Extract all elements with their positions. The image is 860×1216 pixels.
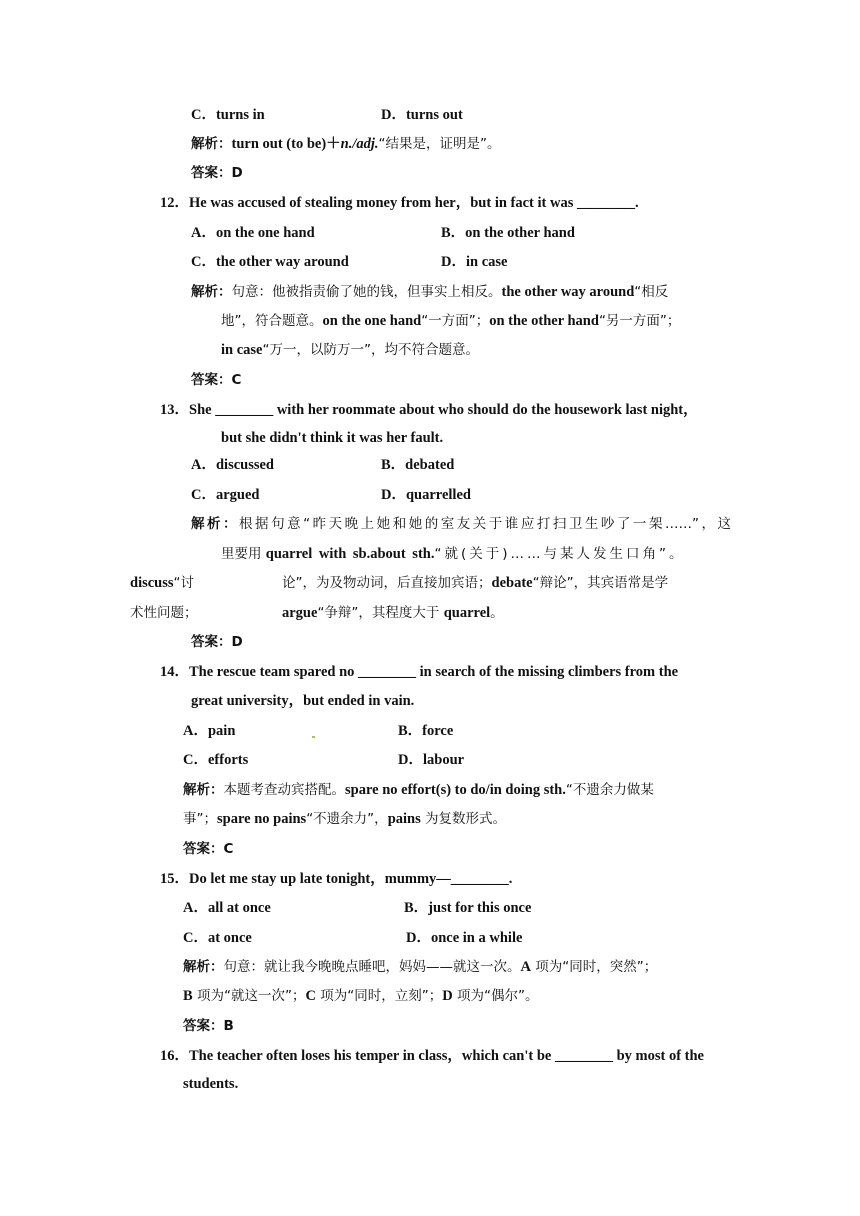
question-text: 12．He was accused of stealing money from her，but in fact it was ________. — [160, 195, 639, 211]
analysis-line — [191, 283, 668, 301]
analysis-text: “讨 — [173, 575, 195, 591]
analysis-text: 里要用 — [221, 546, 266, 562]
analysis-text: “一方面”； — [421, 313, 490, 329]
analysis-text: 本题考查动宾搭配。 — [223, 782, 345, 798]
analysis-label: 解析： — [191, 136, 232, 152]
analysis-text: 事”； — [183, 811, 217, 827]
analysis-line — [130, 604, 198, 622]
analysis-text: spare no pains — [217, 811, 307, 827]
analysis-line — [191, 515, 731, 533]
analysis-text: turn out (to be)＋ — [231, 136, 341, 152]
analysis-text: “万一，以防万一”，均不符合题意。 — [262, 342, 479, 358]
answer: 答案：D — [191, 165, 243, 181]
question-text: 15．Do let me stay up late tonight，mummy—________. — [160, 871, 513, 887]
option-d: D．labour — [398, 752, 465, 768]
question-text: 16．The teacher often loses his temper in class，which can't be ________ by most of the — [160, 1048, 704, 1064]
analysis-text: D — [442, 988, 453, 1004]
analysis-line — [221, 545, 686, 563]
option-c: C．turns in — [191, 107, 265, 123]
analysis-text: quarrel — [443, 605, 491, 621]
analysis-text: C — [305, 988, 316, 1004]
analysis-text: quarrel with sb.about sth. — [265, 546, 435, 562]
question-text: 14．The rescue team spared no ________ in search of the missing climbers from the — [160, 664, 679, 680]
analysis-text: pains — [387, 811, 421, 827]
analysis-text: argue — [282, 605, 318, 621]
analysis-text: in case — [221, 342, 263, 358]
option-c: C．the other way around — [191, 254, 349, 270]
analysis-text: on the one hand — [322, 313, 422, 329]
answer: 答案：D — [191, 634, 243, 650]
analysis-label: 解析： — [191, 516, 240, 532]
answer: 答案：C — [191, 372, 242, 388]
analysis-line — [282, 574, 668, 592]
question-text: great university，but ended in vain. — [191, 693, 415, 709]
analysis-text: 项为“同时，突然”； — [530, 959, 658, 975]
option-c: C．at once — [183, 930, 252, 946]
option-b: B．debated — [381, 457, 455, 473]
analysis-text: debate — [491, 575, 533, 591]
stray-mark — [312, 736, 315, 738]
question-text: students. — [183, 1076, 239, 1092]
analysis-text: 术性问题； — [130, 605, 198, 621]
option-b: B．force — [398, 723, 454, 739]
analysis-text: spare no effort(s) to do/in doing sth. — [345, 782, 566, 798]
analysis-text: B — [183, 988, 193, 1004]
question-text: but she didn't think it was her fault. — [221, 430, 444, 446]
question-text: 13．She ________ with her roommate about who should do the housework last night， — [160, 402, 698, 418]
analysis-line — [183, 781, 654, 799]
analysis-line — [191, 135, 501, 153]
option-a: A．discussed — [191, 457, 274, 473]
analysis-text: 地”，符合题意。 — [221, 313, 323, 329]
analysis-text: 项为“就这一次”； — [192, 988, 306, 1004]
analysis-text: on the other hand — [489, 313, 599, 329]
option-d: D．turns out — [381, 107, 463, 123]
option-a: A．pain — [183, 723, 236, 739]
option-a: A．all at once — [183, 900, 271, 916]
analysis-text: “相反 — [634, 284, 669, 300]
answer: 答案：B — [183, 1018, 234, 1034]
analysis-label: 解析： — [183, 782, 224, 798]
analysis-label: 解析： — [191, 284, 232, 300]
analysis-text: A — [520, 959, 531, 975]
analysis-text: 为复数形式。 — [420, 811, 507, 827]
option-d: D．once in a while — [406, 930, 523, 946]
analysis-text: 句意：他被指责偷了她的钱，但事实上相反。 — [231, 284, 502, 300]
analysis-text: “不遗余力”， — [306, 811, 388, 827]
analysis-line — [282, 604, 504, 622]
option-b: B．just for this once — [404, 900, 532, 916]
analysis-text: 论”，为及物动词，后直接加宾语； — [282, 575, 492, 591]
answer: 答案：C — [183, 841, 234, 857]
analysis-text: “不遗余力做某 — [565, 782, 654, 798]
analysis-text: “争辩”，其程度大于 — [317, 605, 444, 621]
option-d: D．quarrelled — [381, 487, 471, 503]
analysis-text: 。 — [490, 605, 504, 621]
analysis-text: “辩论”，其宾语常是学 — [532, 575, 669, 591]
analysis-line — [183, 987, 538, 1005]
option-c: C．argued — [191, 487, 260, 503]
analysis-text: “另一方面”； — [598, 313, 681, 329]
analysis-line — [130, 574, 194, 592]
analysis-text: 项为“偶尔”。 — [452, 988, 539, 1004]
analysis-text: the other way around — [501, 284, 635, 300]
analysis-text: 根据句意“昨天晚上她和她的室友关于谁应打扫卫生吵了一架……”，这 — [239, 516, 731, 532]
analysis-label: 解析： — [183, 959, 224, 975]
analysis-line — [221, 341, 479, 359]
analysis-text: 项为“同时，立刻”； — [315, 988, 443, 1004]
analysis-text: “结果是，证明是”。 — [378, 136, 501, 152]
analysis-line — [221, 312, 680, 330]
option-d: D．in case — [441, 254, 508, 270]
analysis-text: n./adj. — [340, 136, 379, 152]
option-a: A．on the one hand — [191, 225, 315, 241]
option-c: C．efforts — [183, 752, 249, 768]
analysis-line — [183, 810, 506, 828]
analysis-text: discuss — [130, 575, 174, 591]
analysis-text: “就(关于)……与某人发生口角”。 — [434, 546, 686, 562]
option-b: B．on the other hand — [441, 225, 575, 241]
analysis-text: 句意：就让我今晚晚点睡吧，妈妈——就这一次。 — [223, 959, 521, 975]
analysis-line — [183, 958, 657, 976]
